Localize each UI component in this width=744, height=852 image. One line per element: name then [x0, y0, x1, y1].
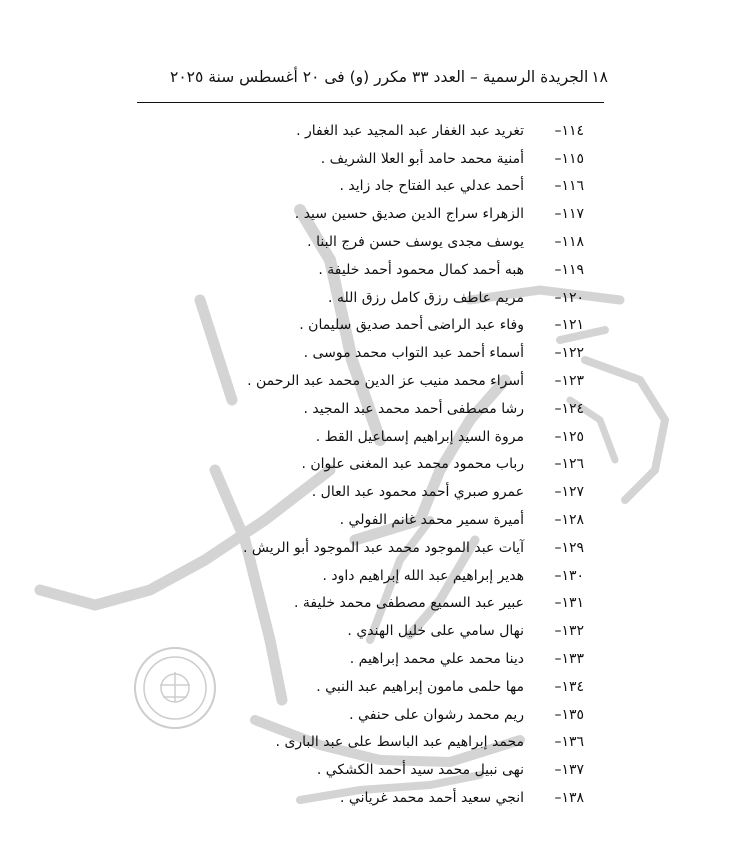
entry-name: انجي سعيد أحمد محمد غرياني .	[340, 790, 524, 807]
entry-name: أمنية محمد حامد أبو العلا الشريف .	[320, 150, 524, 167]
list-item	[124, 590, 584, 618]
entry-name: رشا مصطفى أحمد محمد عبد المجيد .	[303, 400, 524, 417]
entry-name: ريم محمد رشوان على حنفي .	[349, 706, 524, 723]
list-item	[124, 784, 584, 812]
entry-number: ١٢٨–	[554, 512, 584, 529]
list-item	[124, 756, 584, 784]
list-item	[124, 729, 584, 757]
entry-name: يوسف مجدى يوسف حسن فرج البنا .	[307, 234, 524, 251]
list-item	[124, 339, 584, 367]
list-item	[124, 423, 584, 451]
list-item	[124, 312, 584, 340]
entry-number: ١١٦–	[554, 178, 584, 195]
list-item	[124, 562, 584, 590]
list-item	[124, 673, 584, 701]
entry-name: هبه أحمد كمال محمود أحمد خليفة .	[318, 261, 524, 278]
entry-name: مها حلمى مامون إبراهيم عبد النبي .	[316, 678, 524, 695]
list-item	[124, 451, 584, 479]
entry-number: ١٢١–	[554, 317, 584, 334]
names-list	[124, 117, 584, 812]
entry-number: ١٢٤–	[554, 400, 584, 417]
entry-name: عبير عبد السميع مصطفى محمد خليفة .	[294, 595, 524, 612]
entry-name: عمرو صبري أحمد محمود عبد العال .	[311, 484, 524, 501]
page-header	[170, 62, 608, 92]
entry-number: ١٢٦–	[554, 456, 584, 473]
entry-number: ١٣٣–	[554, 651, 584, 668]
list-item	[124, 200, 584, 228]
entry-name: أسراء محمد منيب عز الدين محمد عبد الرحمن .	[247, 373, 524, 390]
list-item	[124, 701, 584, 729]
entry-number: ١٢٢–	[554, 345, 584, 362]
entry-name: هدير إبراهيم عبد الله إبراهيم داود .	[322, 567, 524, 584]
entry-name: أميرة سمير محمد غانم الفولي .	[339, 512, 524, 529]
entry-name: أحمد عدلي عبد الفتاح جاد زايد .	[339, 178, 524, 195]
list-item	[124, 117, 584, 145]
entry-number: ١٣١–	[554, 595, 584, 612]
entry-number: ١٣٨–	[554, 790, 584, 807]
entry-name: مريم عاطف رزق كامل رزق الله .	[328, 289, 524, 306]
entry-name: محمد إبراهيم عبد الباسط على عبد البارى .	[275, 734, 524, 751]
list-item	[124, 173, 584, 201]
entry-name: الزهراء سراج الدين صديق حسين سيد .	[294, 206, 524, 223]
entry-name: مروة السيد إبراهيم إسماعيل القط .	[315, 428, 524, 445]
entry-number: ١٣٢–	[554, 623, 584, 640]
entry-name: نهال سامي على خليل الهندي .	[347, 623, 524, 640]
entry-name: دينا محمد علي محمد إبراهيم .	[349, 651, 524, 668]
header-divider	[137, 102, 604, 103]
entry-name: وفاء عبد الراضى أحمد صديق سليمان .	[299, 317, 524, 334]
entry-name: تغريد عبد الغفار عبد المجيد عبد الغفار .	[296, 122, 524, 139]
list-item	[124, 256, 584, 284]
entry-number: ١٣٦–	[554, 734, 584, 751]
entry-number: ١١٨–	[554, 234, 584, 251]
page-number: ١٨	[591, 68, 608, 86]
list-item	[124, 284, 584, 312]
entry-number: ١٣٤–	[554, 678, 584, 695]
entry-number: ١١٥–	[554, 150, 584, 167]
gazette-title: الجريدة الرسمية – العدد ٣٣ مكرر (و) فى ٢٠ أغسطس سنة ٢٠٢٥	[170, 68, 589, 86]
list-item	[124, 145, 584, 173]
entry-number: ١١٤–	[554, 122, 584, 139]
entry-number: ١٢٣–	[554, 373, 584, 390]
list-item	[124, 395, 584, 423]
list-item	[124, 367, 584, 395]
entry-name: نهى نبيل محمد سيد أحمد الكشكي .	[316, 762, 524, 779]
entry-number: ١٢٧–	[554, 484, 584, 501]
entry-number: ١١٩–	[554, 261, 584, 278]
list-item	[124, 506, 584, 534]
entry-number: ١٣٧–	[554, 762, 584, 779]
entry-number: ١٢٥–	[554, 428, 584, 445]
entry-name: أسماء أحمد عبد التواب محمد موسى .	[303, 345, 524, 362]
entry-number: ١١٧–	[554, 206, 584, 223]
list-item	[124, 534, 584, 562]
entry-number: ١٣٠–	[554, 567, 584, 584]
entry-number: ١٣٥–	[554, 706, 584, 723]
entry-name: رباب محمود محمد عبد المغنى علوان .	[301, 456, 524, 473]
entry-name: آيات عبد الموجود محمد عبد الموجود أبو الريش .	[243, 539, 524, 556]
entry-number: ١٢٩–	[554, 539, 584, 556]
list-item	[124, 645, 584, 673]
entry-number: ١٢٠–	[554, 289, 584, 306]
list-item	[124, 617, 584, 645]
list-item	[124, 478, 584, 506]
list-item	[124, 228, 584, 256]
